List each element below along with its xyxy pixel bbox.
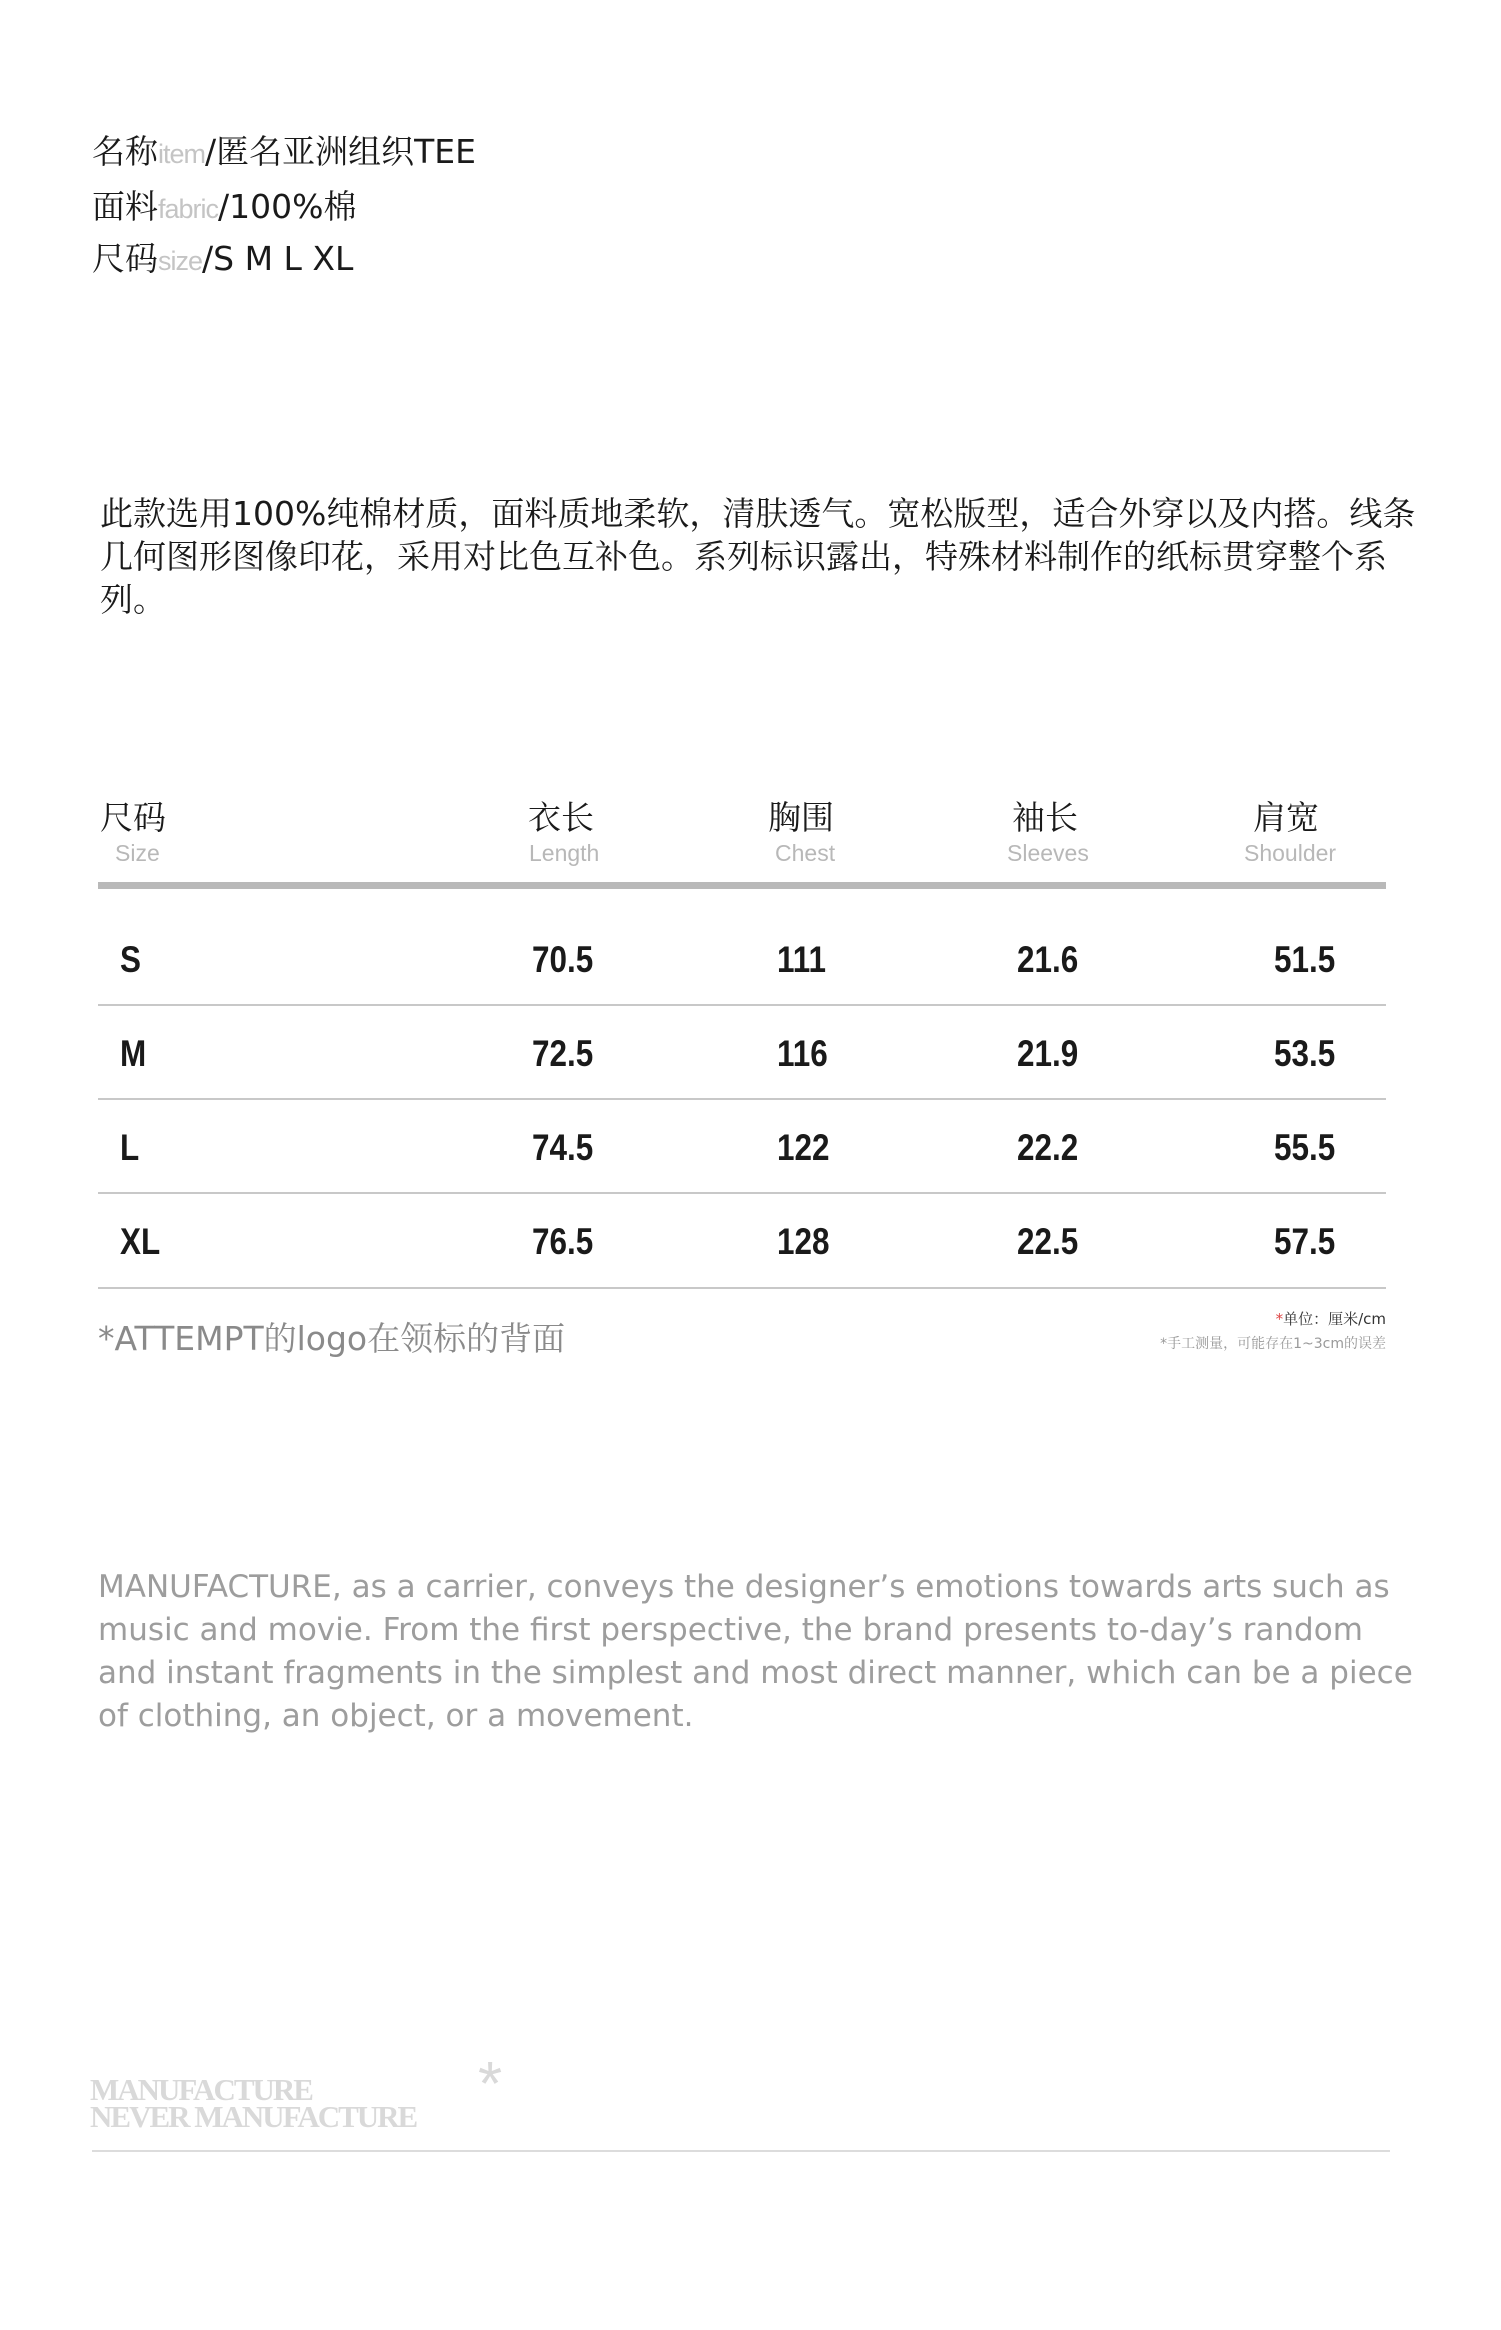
unit-text: 单位：厘米/cm <box>1283 1310 1386 1328</box>
row-xl-chest: 128 <box>777 1221 830 1262</box>
header-length-cn: 衣长 <box>528 798 594 837</box>
row-l-length: 74.5 <box>532 1127 594 1168</box>
row-l-shoulder: 55.5 <box>1274 1127 1336 1168</box>
header-shoulder-cn: 肩宽 <box>1253 798 1319 837</box>
row-divider <box>98 1287 1386 1289</box>
brand-statement: MANUFACTURE, as a carrier, conveys the designer’s emotions towards arts such as music and movie. From the first perspective, the brand presents to-day’s random and instant fragments in the simplest and most direct manner, which can be a piece of clothing, an object, or a movement. <box>98 1569 1413 1734</box>
meta-fabric-en: fabric <box>158 194 219 224</box>
header-sleeves-cn: 袖长 <box>1012 798 1078 837</box>
header-chest <box>768 798 835 868</box>
footer-asterisk-icon: * <box>478 2050 503 2119</box>
meta-name-value: /匿名亚洲组织TEE <box>205 132 476 171</box>
row-l-size: L <box>120 1127 140 1168</box>
meta-size-cn: 尺码 <box>92 239 158 278</box>
header-size-cn: 尺码 <box>100 798 166 837</box>
header-shoulder-en: Shoulder <box>1244 840 1337 866</box>
header-divider <box>98 882 1386 889</box>
measurement-error-note: *手工测量，可能存在1~3cm的误差 <box>1160 1336 1386 1352</box>
header-chest-en: Chest <box>775 840 836 866</box>
row-s-sleeves: 21.6 <box>1017 939 1079 980</box>
header-length-en: Length <box>529 840 600 866</box>
meta-size-value: /S M L XL <box>202 239 354 278</box>
row-s-size: S <box>120 939 141 980</box>
logo-note: *ATTEMPT的logo在领标的背面 <box>98 1319 566 1358</box>
meta-fabric-value: /100%棉 <box>218 187 357 226</box>
row-s-chest: 111 <box>777 939 827 980</box>
row-divider <box>98 1004 1386 1006</box>
header-length <box>525 798 599 868</box>
row-m-shoulder: 53.5 <box>1274 1033 1336 1074</box>
header-sleeves <box>1007 798 1089 868</box>
header-size <box>100 798 166 868</box>
product-description: 此款选用100%纯棉材质，面料质地柔软，清肤透气。宽松版型，适合外穿以及内搭。线条几何图形图像印花，采用对比色互补色。系列标识露出，特殊材料制作的纸标贯穿整个系列。 <box>100 494 1416 619</box>
row-m-length: 72.5 <box>532 1033 594 1074</box>
row-xl-size: XL <box>120 1221 161 1262</box>
row-s-shoulder: 51.5 <box>1274 939 1336 980</box>
meta-name-cn: 名称 <box>92 132 158 171</box>
meta-size-en: size <box>158 246 203 276</box>
footer-logo-line2: NEVER MANUFACTURE <box>90 2099 417 2134</box>
header-shoulder <box>1244 798 1337 868</box>
row-divider <box>98 1192 1386 1194</box>
unit-note <box>1276 1309 1386 1329</box>
row-xl-length: 76.5 <box>532 1221 594 1262</box>
header-sleeves-en: Sleeves <box>1007 840 1089 866</box>
header-size-en: Size <box>115 840 160 866</box>
footer-divider <box>92 2150 1390 2152</box>
row-xl-sleeves: 22.5 <box>1017 1221 1079 1262</box>
row-l-sleeves: 22.2 <box>1017 1127 1079 1168</box>
meta-name-en: item <box>158 139 206 169</box>
row-m-size: M <box>120 1033 147 1074</box>
meta-fabric-cn: 面料 <box>92 187 158 226</box>
row-divider <box>98 1098 1386 1100</box>
row-m-sleeves: 21.9 <box>1017 1033 1079 1074</box>
header-chest-cn: 胸围 <box>768 798 834 837</box>
row-s-length: 70.5 <box>532 939 594 980</box>
row-m-chest: 116 <box>777 1033 828 1074</box>
row-l-chest: 122 <box>777 1127 830 1168</box>
unit-star: * <box>1275 1310 1284 1328</box>
row-xl-shoulder: 57.5 <box>1274 1221 1336 1262</box>
footer-logo-line1: MANUFACTURE <box>90 2072 312 2107</box>
